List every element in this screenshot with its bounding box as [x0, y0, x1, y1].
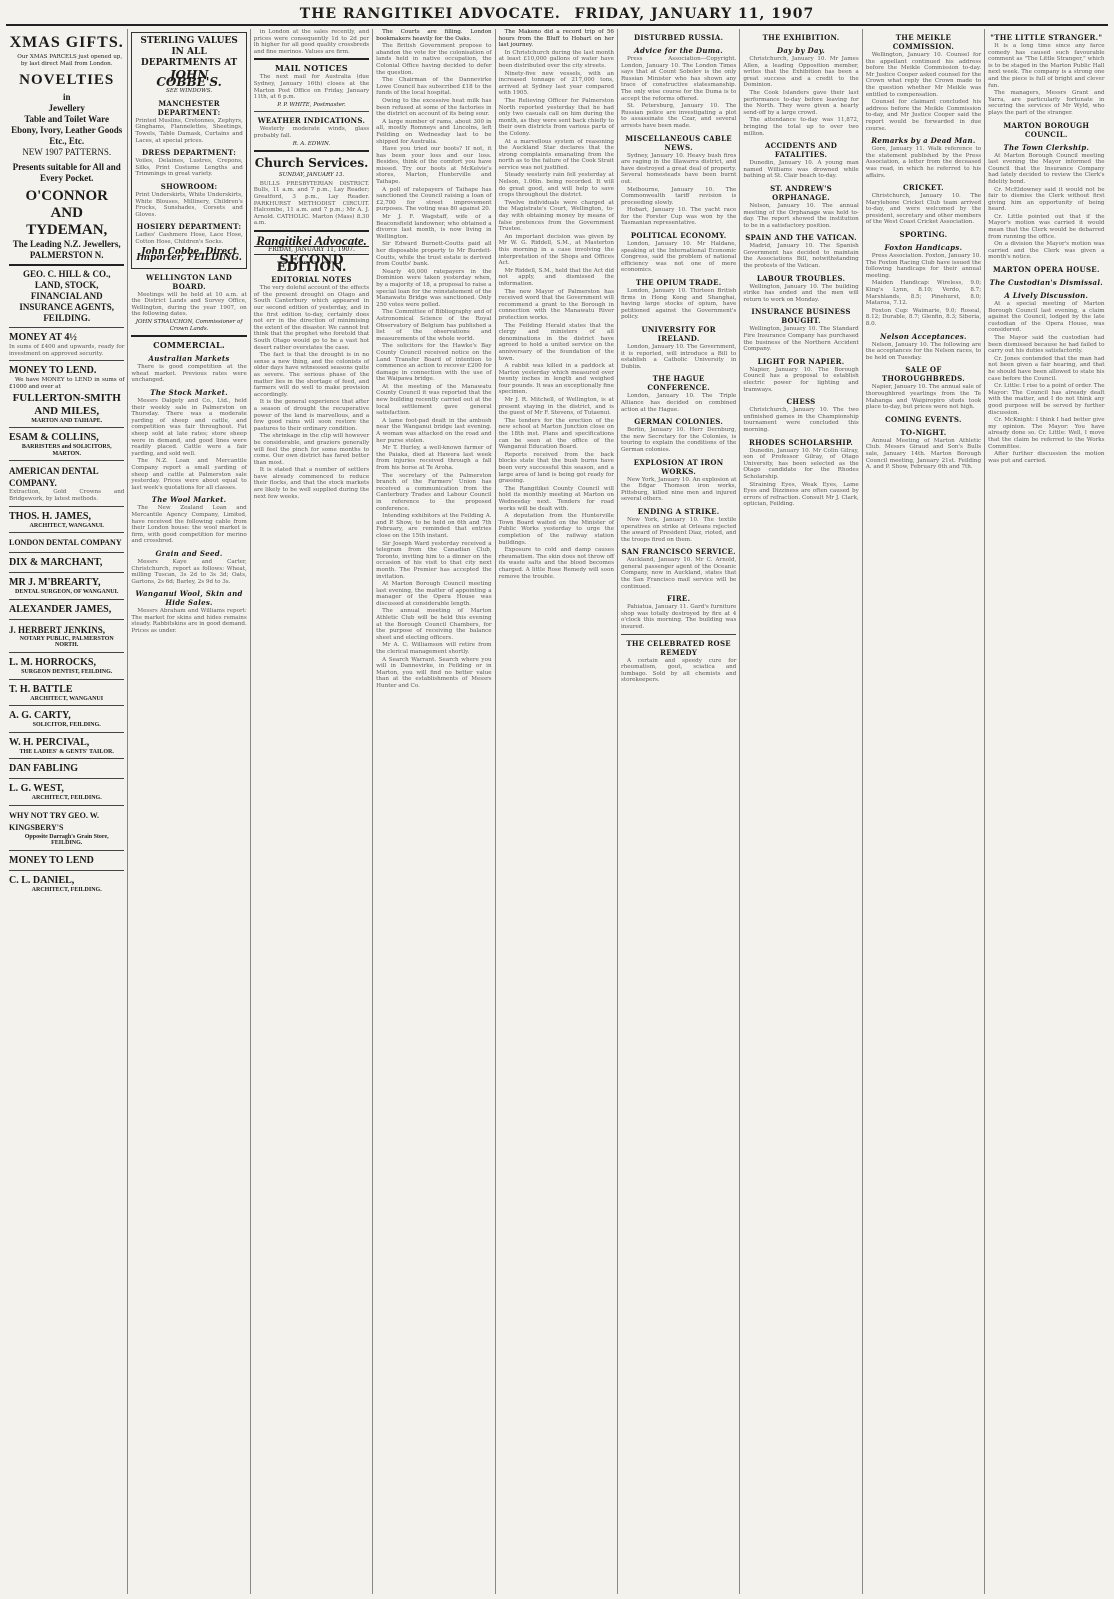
ad-item: Ebony, Ivory, Leather Goods — [11, 125, 123, 136]
heading: MARTON OPERA HOUSE. — [992, 265, 1100, 275]
mail-title: MAIL NOTICES — [274, 63, 348, 74]
ad-item: Jewellery — [48, 103, 85, 114]
paper-name: THE RANGITIKEI ADVOCATE. — [299, 6, 561, 22]
ad-oconnor-sub: The Leading N.Z. Jewellers, PALMERSTON N. — [12, 239, 121, 261]
ad-oconnor: O'CONNOR AND TYDEMAN, — [25, 188, 108, 239]
church-sub: SUNDAY, JANUARY 13. — [278, 172, 345, 179]
masthead — [6, 4, 1108, 26]
ad-horrocks: L. M. HORROCKS, — [9, 656, 96, 668]
heading: COMING EVENTS. — [885, 414, 962, 424]
ad-money-lend: MONEY TO LEND. — [9, 365, 97, 377]
subheading: Nelson Acceptances. — [880, 331, 967, 341]
subheading: A Lively Discussion. — [1004, 291, 1089, 301]
ad-battle-sub: ARCHITECT, WANGANUI — [30, 695, 104, 702]
column-8: THE MEIKLE COMMISSION. Wellington, January 10. Counsel for the appellant continued his address before the Meikle Commission to-day. Mr Justice Cooper asked counsel for the Crown what reply the Crown made to the question whether Mr Meikle was entitled to compensation. Counsel for claimant concluded his address before the Meikle Commission to-day, and Mr Justice Cooper said the report would be forwarded in due course. Remarks by a Dead Man. Gore, January 11. Walk reference to the statement published by the Press Association, a letter from the deceased was read, in which he referred to his affairs. CRICKET. Christchurch, January 10. The Marylebone Cricket Club team arrived to-day, and were welcomed by the president, secretary and other members of the West Coast Cricket Association. SPORTING. Foxton Handicaps. Press Association. Foxton, January 10. The Foxton Racing Club have issued the following handicaps for their annual meeting. Maiden Handicap: Wireless, 9.0; King's Lynn, 8.10; Verdo, 8.7; Marshlands, 8.5; Pinehurst, 8.0; Mataroa, 7.12. Foxton Cup: Waimarie, 9.0; Roseal, 8.12; Durable, 8.7; Glenfin, 8.3; Siberia, 8.0. Nelson Acceptances. Nelson, January 10. The following are the acceptances for the Nelson races, to be held on Tuesday. SALE OF THOROUGHBREDS. Napier, January 10. The annual sale of thoroughbred yearlings from the Te Mahanga and Waipiropiro studs took place to-day, but prices were not high. COMING EVENTS. TO-NIGHT. Annual Meeting of Marton Athletic Club. Messrs Giraud and Son's Bulls sale, January 14th. Marton Borough Council meeting, January 21st. Feilding A. and P. Show, February 6th and 7th. — [863, 29, 985, 1594]
ad-alexander: ALEXANDER JAMES, — [9, 603, 112, 615]
column-2: STERLING VALUES IN ALL DEPARTMENTS AT JOHN COBBE'S. SEE WINDOWS. MANCHESTER DEPARTMENT: Printed Muslins, Cretonnes, Zephyrs, Ginghams, Flannelettes, Sheetings, Towels, Table Damask, Curtains and Laces, at special prices. DRESS DEPARTMENT: Voiles, Delaines, Lustres, Crepons, Silks, Print Costume Lengths and Trimmings in great variety. SHOWROOM: Print Underskirts, White Underskirts, White Blouses, Millinery, Children's Frocks, Sunshades, Corsets and Gloves. HOSIERY DEPARTMENT: Ladies' Cashmere Hose, Lace Hose, Cotton Hose, Children's Socks. John Cobbe, Direct Importer, FEILDING. WELLINGTON LAND BOARD. Meetings will be held at 10 a.m. at the District Lands and Survey Office, Wellington, during the year 1907, on the following dates. JOHN STRAUCHON, Commissioner of Crown Lands. COMMERCIAL. Australian Markets There is good competition at the wheat market. Previous rates were unchanged. The Stock Market. Messrs Dalgety and Co., Ltd., held their weekly sale in Palmerston on Thursday. There was a moderate yarding of sheep and cattle, and competition was fair throughout. Fat sheep sold at late rates; store sheep were in demand, and good lines were readily placed. Cattle were a fair yarding, and sold well. The N.Z. Loan and Mercantile Company report a small yarding of sheep and cattle at Palmerston sale yesterday. Prices were about equal to last week's quotations for all classes. The Wool Market. The New Zealand Loan and Mercantile Agency Company, Limited, have received the following cable from their London house: the wool market is firm, with good competition for merino and crossbred. Grain and Seed. Messrs Kaye and Carter, Christchurch, report as follows: Wheat, milling Tuscan, 3s 2d to 3s 3d; Oats, Gartons, 2s 6d; Barley, 2s 9d to 3s. Wanganui Wool, Skin and Hide Sales. Messrs Abraham and Williams report: The market for skins and hides remains steady. Rabbitskins are in good demand. Prices as under. — [128, 29, 250, 1594]
heading: INSURANCE BUSINESS BOUGHT. — [751, 307, 851, 326]
ad-hill: GEO. C. HILL & CO., LAND, STOCK, FINANCIAL AND INSURANCE AGENTS, FEILDING. — [19, 269, 114, 324]
heading: SAN FRANCISCO SERVICE. — [621, 547, 736, 557]
ad-mbrearty-sub: DENTAL SURGEON, OF WANGANUI. — [14, 589, 119, 596]
ad-esam-sub: BARRISTERS and SOLICITORS, MARTON. — [21, 444, 112, 457]
columns — [6, 29, 1108, 1594]
ad-james: THOS. H. JAMES, — [9, 510, 91, 522]
ad-battle: T. H. BATTLE — [9, 683, 73, 695]
heading: RHODES SCHOLARSHIP. — [748, 437, 854, 447]
weather-title: WEATHER INDICATIONS. — [257, 116, 366, 126]
ad-daniel-sub: ARCHITECT, FEILDING. — [31, 887, 102, 894]
editorial-title: EDITORIAL NOTES — [271, 275, 352, 285]
ad-presents: Presents suitable for All and Every Pocket. — [12, 162, 121, 184]
heading: MISCELLANEOUS CABLE NEWS. — [625, 133, 732, 152]
ad-american-dental: AMERICAN DENTAL COMPANY. — [9, 466, 99, 489]
column-7: THE EXHIBITION. Day by Day. Christchurch, January 10. Mr James Allen, a leading Opposition member, writes that the Exhibition has been a great success and a credit to the Dominion. The Cook Islanders gave their last performance to-day before leaving for the North. They were given a hearty send-off by a large crowd. The attendance to-day was 11,872, bringing the total up to over two million. ACCIDENTS AND FATALITIES. Dunedin, January 10. A young man named Williams was drowned while bathing at St. Clair beach to-day. ST. ANDREW'S ORPHANAGE. Nelson, January 10. The annual meeting of the Orphanage was held to-day. The report showed the institution to be in a satisfactory position. SPAIN AND THE VATICAN. Madrid, January 10. The Spanish Government has decided to maintain the Associations Bill, notwithstanding the protests of the Vatican. LABOUR TROUBLES. Wellington, January 10. The building strike has ended and the men will return to work on Monday. INSURANCE BUSINESS BOUGHT. Wellington, January 10. The Standard Fire Insurance Company has purchased the business of the Northern Accident Company. LIGHT FOR NAPIER. Napier, January 10. The Borough Council has a proposal to establish electric power for lighting and tramways. CHESS Christchurch, January 10. The two unfinished games in the Championship tournament were concluded this morning. RHODES SCHOLARSHIP. Dunedin, January 10. Mr Colin Gilray, son of Professor Gilray, of Otago University, has been selected as the Otago candidate for the Rhodes Scholarship. Straining Eyes, Weak Eyes, Lame Eyes and Dizziness are often caused by errors of refraction. Consult Mr J. Clark, optician, Feilding. — [740, 29, 862, 1594]
cobbe-section: SHOWROOM: — [160, 181, 218, 191]
heading: UNIVERSITY FOR IRELAND. — [641, 325, 716, 343]
column-5: The Makeno did a record trip of 56 hours from the Bluff to Hobart on her last journey. In Christchurch during the last month at least £10,000 gallons of water have been distributed over the city streets. Ninety-five new vessels, with an increased tonnage of 217,000 tons, arrived at Sydney last year compared with 1905. The Relieving Officer for Palmerston North reported yesterday that he had only two casuals call on him during the month, as they were sent back chiefly to their own districts from various parts of the Colony. At a marvellous system of reasoning the Auckland Star declares that the strong complaints emanating from the north as to the failure of the Cook Strait service was not justified. Steady westerly rain fell yesterday at Nelson, 1.06in. being recorded. It will do great good, and will help to save crops throughout the district. Twelve individuals were charged at the Magistrate's Court, Wellington, to-day with obtaining money by means of false pretences from the Government Trustee. An important decision was given by Mr W. G. Riddell, S.M., at Masterton this morning in a case involving the interpretation of the Shops and Offices Act. Mr Riddell, S.M., held that the Act did not apply, and dismissed the information. The new Mayor of Palmerston has received word that the Government will recommend a grant to the Borough in connection with the Manawatu River protection works. The Feilding Herald states that the clergy and ministers of all denominations in the district have agreed to hold a united service on the anniversary of the foundation of the town. A rabbit was killed in a paddock at Marton yesterday which measured over twenty inches in length and weighed four pounds. It was an exceptionally fine specimen. Mr J. R. Mitchell, of Wellington, is at present staying in the district, and is the guest of Mr F. Stevens, of Tutaenui. The tenders for the erection of the new school at Marton Junction close on the 18th inst. Plans and specifications can be seen at the office of the Wanganui Education Board. Reports received from the back blocks state that the bush burns have been very successful this season, and a large area of land is being got ready for grassing. The Rangitikei County Council will hold its monthly meeting at Marton on Wednesday next. Tenders for road works will be dealt with. A deputation from the Hunterville Town Board waited on the Minister of Public Works yesterday to urge the completion of the railway station buildings. Exposure to cold and damp causes rheumatism. The skin does not throw off its waste salts and the blood becomes charged. A little Rose Remedy will soon remove the trouble. — [496, 29, 618, 1594]
column-3: in London at the sales recently, and prices were consequently 1d to 2d per lb higher for all good quality crossbreds and fine merinos. Values are firm. MAIL NOTICES The next mail for Australia (due Sydney, January 16th) closes at the Marton Post Office on Friday, January 11th, at 6 p.m. P. P. WHITE, Postmaster. WEATHER INDICATIONS. Westerly moderate winds, glass probably fall. R. A. EDWIN. Church Services. SUNDAY, JANUARY 13. BULLS PRESBYTERIAN DISTRICT. Bulls, 11 a.m. and 7 p.m., Lay Reader; Greatford, 3 p.m., Lay Reader. PARKHURST METHODIST CIRCUIT. Halcombe, 11 a.m. and 7 p.m.; Mr A. J. Arnold. CATHOLIC. Marton (Mass) 8.30 a.m. Rangitikei Advocate. FRIDAY, JANUARY 11, 1907. SECOND EDITION. EDITORIAL NOTES The very doleful account of the effects of the present drought on Otago and South Canterbury which appeared in our second edition of yesterday, and in the first edition to-day, certainly does not err in the direction of minimising the extent of the disaster. We cannot but think that the prophet who foretold that South Otago would go to be a vast hot desert rather overstates the case. The fact is that the drought is in no sense a new thing, and the colonists of older days have witnessed seasons quite as severe. The serious phase of the matter lies in the shortage of feed, and farmers will do well to make provision accordingly. It is the general experience that after a season of drought the recuperative power of the land is marvellous, and a few good rains will soon restore the pastures to their ordinary condition. The shrinkage in the clip will however be considerable, and graziers generally will feel the pinch for some months to come. Our own district has fared better than most. It is stated that a number of settlers have already commenced to reduce their flocks, and that the stock markets are likely to be well supplied during the next few weeks. — [251, 29, 373, 1594]
column-1: XMAS GIFTS. Our XMAS PARCELS just opened up, by last direct Mail from London. NOVELTIES in Jewellery Table and Toilet Ware Ebony, Ivory, Leather Goods Etc., Etc. NEW 1907 PATTERNS. Presents suitable for All and Every Pocket. O'CONNOR AND TYDEMAN, The Leading N.Z. Jewellers, PALMERSTON N. GEO. C. HILL & CO., LAND, STOCK, FINANCIAL AND INSURANCE AGENTS, FEILDING. MONEY AT 4½ In sums of £400 and upwards, ready for investment on approved security. MONEY TO LEND. We have MONEY to LEND in sums of £1000 and over at FULLERTON-SMITH AND MILES, MARTON AND TAIHAPE. ESAM & COLLINS, BARRISTERS and SOLICITORS, MARTON. AMERICAN DENTAL COMPANY. Extraction, Gold Crowns and Bridgework, by latest methods. THOS. H. JAMES, ARCHITECT, WANGANUI. LONDON DENTAL COMPANY DIX & MARCHANT, MR J. M'BREARTY, DENTAL SURGEON, OF WANGANUI. ALEXANDER JAMES, J. HERBERT JENKINS, NOTARY PUBLIC, PALMERSTON NORTH. L. M. HORROCKS, SURGEON DENTIST, FEILDING. T. H. BATTLE ARCHITECT, WANGANUI A. G. CARTY, SOLICITOR, FEILDING. W. H. PERCIVAL, THE LADIES' & GENTS' TAILOR. DAN FABLING L. G. WEST, ARCHITECT, FEILDING. WHY NOT TRY GEO. W. KINGSBERY'S Opposite Darragh's Grain Store, FEILDING. MONEY TO LEND C. L. DANIEL, ARCHITECT, FEILDING. — [6, 29, 128, 1594]
heading: SPAIN AND THE VATICAN. — [745, 233, 857, 243]
ad-in: in — [62, 92, 71, 103]
heading: LIGHT FOR NAPIER. — [757, 356, 845, 366]
subheading: TO-NIGHT. — [900, 427, 947, 437]
heading: CRICKET. — [903, 183, 944, 193]
ad-west: L. G. WEST, — [9, 783, 64, 795]
ad-jenkins: J. HERBERT JENKINS, — [9, 624, 106, 635]
rose-remedy-ad: THE CELEBRATED ROSE REMEDY — [626, 638, 731, 657]
heading: ENDING A STRIKE. — [637, 506, 720, 516]
ad-west-sub: ARCHITECT, FEILDING. — [31, 795, 102, 802]
subheading: Foxton Handicaps. — [884, 243, 963, 253]
ad-james-sub: ARCHITECT, WANGANUI. — [29, 522, 104, 529]
ad-esam: ESAM & COLLINS, — [9, 432, 99, 444]
cobbe-section: DRESS DEPARTMENT: — [141, 148, 237, 158]
ad-carty-sub: SOLICITOR, FEILDING. — [32, 722, 101, 729]
column-6: DISTURBED RUSSIA. Advice for the Duma. Press Association—Copyright. London, January 10. The London Times says that at Count Sobolev is the only Russian Minister who has shown any trace of constructive statesmanship. The only wise course for the Duma is to accept the reforms offered. St. Petersburg, January 10. The Russian police are investigating a plot to assassinate the Czar, and several arrests have been made. MISCELLANEOUS CABLE NEWS. Sydney, January 10. Heavy bush fires are raging in the Illawarra district, and have destroyed a great deal of property. Several homesteads have been burnt out. Melbourne, January 10. The Commonwealth tariff revision is proceeding slowly. Hobart, January 10. The yacht race for the Forster Cup was won by the Tasmanian representative. POLITICAL ECONOMY. London, January 10. Mr Haldane, speaking at the International Economic Congress, said the problem of national efficiency was not one of mere economics. THE OPIUM TRADE. London, January 10. Thirteen British firms in Hong Kong and Shanghai, having large stocks of opium, have petitioned against the Government's policy. UNIVERSITY FOR IRELAND. London, January 10. The Government, it is reported, will introduce a Bill to establish a Catholic University in Dublin. THE HAGUE CONFERENCE. London, January 10. The Triple Alliance has decided on combined action at the Hague. GERMAN COLONIES. Berlin, January 10. Herr Dernburg, the new Secretary for the Colonies, is touring to explain the conditions of the German colonies. EXPLOSION AT IRON WORKS. New York, January 10. An explosion at the Edgar Thomson iron works, Pittsburg, killed nine men and injured several others. ENDING A STRIKE. New York, January 10. The textile operatives on strike at Orleans rejected the award of President Diaz, rioted, and the troops fired on them. SAN FRANCISCO SERVICE. Auckland, January 10. Mr C. Arnold, general passenger agent of the Oceanic Company, now in Auckland, states that the San Francisco mail service will be continued. FIRE. Pahiatua, January 11. Gard's furniture shop was totally destroyed by fire at 4 o'clock this morning. The building was insured. THE CELEBRATED ROSE REMEDY A certain and speedy cure for rheumatism, gout, sciatica and lumbago. Sold by all chemists and storekeepers. — [618, 29, 740, 1594]
land-board-sign: JOHN STRAUCHON, Commissioner of Crown Lands. — [135, 319, 243, 332]
heading: THE MEIKLE COMMISSION. — [892, 33, 955, 51]
heading: MARTON BOROUGH COUNCIL. — [1003, 120, 1090, 139]
ad-money-text: We have MONEY to LEND in sums of £1000 and over at — [9, 377, 125, 390]
ad-money-at: MONEY AT 4½ — [9, 332, 77, 344]
subheading: The Custodian's Dismissal. — [989, 278, 1104, 288]
heading: CHESS — [786, 397, 816, 407]
heading: FIRE. — [666, 594, 691, 604]
column-9: "THE LITTLE STRANGER." It is a long time since any farce comedy has caused such favourable comment as "The Little Stranger," which is to be staged in the Marton Public Hall next week. The company is a strong one and the piece is full of bright and clever fun. The managers, Messrs Grant and Yarra, are particularly fortunate in securing the services of Mr Wyld, who plays the part of the stranger. MARTON BOROUGH COUNCIL. The Town Clerkship. At Marton Borough Council meeting last evening the Mayor informed the Council that the Insurance Company had lately decided to review the Clerk's fidelity bond. Cr. McEldowney said it would not be fair to dismiss the Clerk without first giving him an opportunity of being heard. Cr. Little pointed out that if the Mayor's motion was carried it would mean that the Clerk would be debarred from running the office. On a division the Mayor's motion was carried and the Clerk was given a month's notice. MARTON OPERA HOUSE. The Custodian's Dismissal. A Lively Discussion. At a special meeting of Marton Borough Council last evening, a claim against the Council, lodged by the late custodian of the Opera House, was considered. The Mayor said the custodian had been dismissed because he had failed to carry out his duties satisfactorily. Cr. Jones contended that the man had not been given a fair hearing, and that he should have been allowed to state his case before the Council. Cr. Little: I rise to a point of order. The Mayor: The Council has already dealt with the matter, and I do not think any good purpose will be served by further discussion. Cr. McKnight: I think I had better give my opinion. The Mayor: You have already done so. Cr. Little: Well, I move that the claim be referred to the Works Committee. After further discussion the motion was put and carried. — [988, 33, 1105, 464]
column-4: The Courts are filling. London bookmakers heavily for the Oaks. The British Government propose to abandon the vote for the colonisation of lands held in native occupation, the Colonial Office having decided to defer the question. The Chairman of the Dannevirke Lowe Council has subscribed £18 to the funds of the local hospital. Owing to the excessive heat milk has been refused at some of the factories in the district on account of its being sour. A large number of rams, about 300 in all, mostly Romneys and Lincolns, left Feilding on Wednesday last to be shipped for Australia. Have you tried our boots? If not, it has been your loss and our loss. Besides, think of the comfort you have missed. Try our boots at McKelvie's stores, Marton, Hunterville and Taihape. A poll of ratepayers of Taihape has sanctioned the Council raising a loan of £2,700 for street improvement purposes. The voting was 80 against 20. Mr J. F. Wagstaff, wife of a Beaconsfield landowner, who obtained a divorce last month, is now living in Wellington. Sir Edward Burnett-Coutts paid all her disposable property to Mr Burdett-Coutts, while the trust estate is derived from Coutts' bank. Nearly 40,000 ratepayers in the Dominion were taken yesterday when, by a majority of 18, a proposal to raise a special loan for the reinstatement of the Manawatu Bridge was sanctioned. Only 250 votes were polled. The Committee of Bibliography and of Astronomical Science of the Royal Observatory of Belgium has published a list of the observations and measurements of the whole world. The solicitors for the Hawke's Bay County Council received notice on the Land Transfer Board of intention to commence an action to recover £200 for damage in connection with the use of the Waipawa bridge. At the meeting of the Manawatu County Council it was reported that the new building recently carried out at the local settlement gave general satisfaction. A lame foot-pad dealt in the ambush near the Wanganui bridge last evening. A woman was attacked on the road and her purse stolen. Mr T. Hurley, a well-known farmer of the Paiaka, died at Hawera last week from injuries received through a fall from his horse at Te Aroha. The secretary of the Palmerston branch of the Farmers' Union has received a communication from the Canterbury Trades and Labour Council in reference to the proposed conference. Intending exhibitors at the Feilding A. and P. Show, to be held on 6th and 7th February, are reminded that entries close on the 15th instant. Sir Joseph Ward yesterday received a telegram from the Canadian Club, Toronto, inviting him to a dinner on the occasion of his visit to that city next month. The Premier has accepted the invitation. At Marton Borough Council meeting last evening, the matter of appointing a manager of the Opera House was discussed at considerable length. The annual meeting of Marton Athletic Club will be held this evening at the Borough Council Chambers, for the purpose of receiving the balance sheet and electing officers. Mr A. C. Williamson will retire from the clerical management shortly. A Search Warrant. Search where you will in Dannevirke, in Feilding or in Marton, you will find no better value than at the establishments of Messrs Hunter and Co. — [373, 29, 495, 1594]
subheading: Remarks by a Dead Man. — [871, 136, 976, 146]
cobbe-title: STERLING VALUES IN ALL DEPARTMENTS AT — [140, 36, 238, 68]
wool-title: The Wool Market. — [151, 495, 227, 505]
ad-xmas-text: Our XMAS PARCELS just opened up, by last direct Mail from London. — [17, 54, 123, 67]
cobbe-section: HOSIERY DEPARTMENT: — [136, 222, 242, 232]
ad-fullerton-place: MARTON AND TAIHAPE. — [31, 417, 103, 424]
ad-novelties: NOVELTIES — [19, 72, 115, 89]
ad-money-lend-2: MONEY TO LEND — [9, 855, 94, 867]
ad-xmas-title: XMAS GIFTS. — [9, 34, 124, 51]
heading: POLITICAL ECONOMY. — [630, 231, 727, 241]
ad-horrocks-sub: SURGEON DENTIST, FEILDING. — [21, 668, 113, 675]
church-title: Church Services. — [254, 156, 369, 171]
issue-date: FRIDAY, JANUARY 11, 1907 — [574, 6, 815, 22]
ad-kingsbery-sub: Opposite Darragh's Grain Store, FEILDING. — [24, 833, 109, 847]
ad-jenkins-sub: NOTARY PUBLIC, PALMERSTON NORTH. — [19, 635, 114, 649]
subheading: The Town Clerkship. — [1003, 142, 1090, 152]
cobbe-section: MANCHESTER DEPARTMENT: — [157, 98, 221, 117]
subheading: Day by Day. — [776, 46, 826, 55]
ad-fullerton: FULLERTON-SMITH AND MILES, — [12, 391, 121, 417]
heading: ACCIDENTS AND FATALITIES. — [764, 141, 838, 160]
commercial-title: COMMERCIAL. — [153, 340, 225, 351]
ad-percival-sub: THE LADIES' & GENTS' TAILOR. — [19, 748, 114, 755]
ad-kingsbery: WHY NOT TRY GEO. W. KINGSBERY'S — [9, 810, 99, 832]
subheading: Advice for the Duma. — [634, 46, 724, 55]
ad-item: Etc., Etc. — [49, 136, 85, 147]
markets-title: Australian Markets — [148, 354, 230, 364]
ad-fabling: DAN FABLING — [9, 763, 78, 775]
col5-intro: The Makeno did a record trip of 56 hours from the Bluff to Hobart on her last journey. — [498, 29, 614, 49]
ad-mbrearty: MR J. M'BREARTY, — [9, 577, 101, 589]
col4-intro: The Courts are filling. London bookmakers heavily for the Oaks. — [376, 29, 492, 42]
weather-sign: R. A. EDWIN. — [292, 140, 331, 147]
heading: DISTURBED RUSSIA. — [633, 33, 724, 42]
heading: SPORTING. — [899, 230, 948, 240]
ad-carty: A. G. CARTY, — [9, 710, 71, 722]
ad-new-patterns: NEW 1907 PATTERNS. — [22, 147, 112, 158]
grain-title: Grain and Seed. — [155, 548, 223, 558]
edition-title: SECOND EDITION. — [276, 253, 347, 275]
cobbe-sub: SEE WINDOWS. — [166, 88, 213, 95]
stock-title: The Stock Market. — [150, 388, 228, 398]
cobbe-ad: STERLING VALUES IN ALL DEPARTMENTS AT JOHN COBBE'S. SEE WINDOWS. MANCHESTER DEPARTMENT: Printed Muslins, Cretonnes, Zephyrs, Ginghams, Flannelettes, Sheetings, Towels, Table Damask, Curtains and Laces, at special prices. DRESS DEPARTMENT: Voiles, Delaines, Lustres, Crepons, Silks, Print Costume Lengths and Trimmings in great variety. SHOWROOM: Print Underskirts, White Underskirts, White Blouses, Millinery, Children's Frocks, Sunshades, Corsets and Gloves. HOSIERY DEPARTMENT: Ladies' Cashmere Hose, Lace Hose, Cotton Hose, Children's Socks. John Cobbe, Direct Importer, FEILDING. — [131, 32, 246, 269]
heading: GERMAN COLONIES. — [634, 417, 724, 427]
paper-dateline: FRIDAY, JANUARY 11, 1907. — [254, 246, 369, 255]
cobbe-sign: John Cobbe, Direct Importer, FEILDING. — [136, 246, 242, 264]
heading: LABOUR TROUBLES. — [756, 273, 846, 283]
mail-sign: P. P. WHITE, Postmaster. — [277, 101, 346, 108]
ad-percival: W. H. PERCIVAL, — [9, 736, 90, 748]
heading: THE EXHIBITION. — [762, 33, 840, 42]
heading: ST. ANDREW'S ORPHANAGE. — [770, 183, 833, 202]
wanganui-title: Wanganui Wool, Skin and Hide Sales. — [135, 589, 243, 608]
heading: THE OPIUM TRADE. — [635, 278, 722, 288]
cobbe-name: JOHN COBBE'S. — [156, 68, 222, 89]
ad-item: Table and Toilet Ware — [24, 114, 109, 125]
heading: THE HAGUE CONFERENCE. — [647, 374, 710, 393]
ad-daniel: C. L. DANIEL, — [9, 875, 75, 887]
ad-dix: DIX & MARCHANT, — [9, 557, 103, 569]
heading: EXPLOSION AT IRON WORKS. — [633, 457, 724, 476]
heading: "THE LITTLE STRANGER." — [990, 33, 1103, 42]
heading: SALE OF THOROUGHBREDS. — [881, 365, 965, 384]
land-board-title: WELLINGTON LAND BOARD. — [146, 272, 233, 291]
ad-london-dental: LONDON DENTAL COMPANY — [9, 538, 122, 548]
paper-nameplate: Rangitikei Advocate. — [256, 232, 367, 248]
